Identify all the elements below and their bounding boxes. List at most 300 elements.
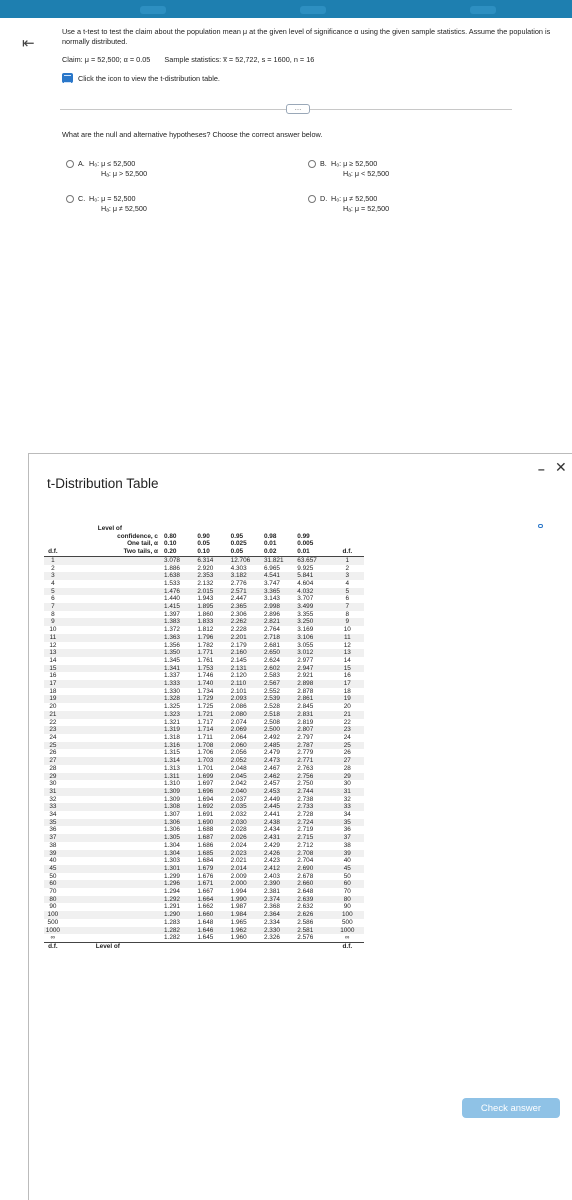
table-link-text[interactable]: Click the icon to view the t-distribution table. bbox=[78, 73, 220, 83]
label-cell bbox=[62, 618, 164, 626]
value-cell: 2.032 bbox=[230, 811, 247, 819]
value-cell: 2.508 bbox=[263, 718, 280, 726]
value-cell: 2.845 bbox=[297, 703, 314, 711]
header-cell: 0.01 bbox=[263, 540, 277, 548]
df-cell-right: 7 bbox=[345, 603, 350, 611]
check-answer-button[interactable]: Check answer bbox=[462, 1098, 560, 1118]
header-row-label: confidence, c bbox=[117, 532, 158, 540]
df-cell-right: 4 bbox=[345, 579, 350, 587]
value-cell: 1.306 bbox=[163, 826, 180, 834]
label-cell bbox=[62, 719, 164, 727]
value-cell: 2.602 bbox=[263, 664, 280, 672]
value-cell: 1.648 bbox=[197, 918, 214, 926]
table-row bbox=[44, 873, 364, 881]
value-cell: 1.676 bbox=[197, 872, 214, 880]
value-cell: 2.024 bbox=[230, 841, 247, 849]
value-cell: 2.583 bbox=[263, 672, 280, 680]
value-cell: 1.667 bbox=[197, 888, 214, 896]
value-cell: 1.771 bbox=[197, 649, 214, 657]
table-row bbox=[44, 657, 364, 665]
value-cell: 1.292 bbox=[163, 895, 180, 903]
df-cell: 50 bbox=[49, 872, 57, 880]
label-cell bbox=[62, 788, 164, 796]
table-row bbox=[44, 588, 364, 596]
value-cell: 2.764 bbox=[263, 626, 280, 634]
df-cell: 17 bbox=[49, 680, 57, 688]
df-cell-right: 16 bbox=[343, 672, 351, 680]
value-cell: 2.639 bbox=[297, 895, 314, 903]
header-cell: 0.10 bbox=[197, 548, 230, 556]
df-cell: 24 bbox=[49, 733, 57, 741]
header-cell: 0.005 bbox=[297, 540, 314, 548]
value-cell: 2.423 bbox=[263, 857, 280, 865]
label-cell bbox=[62, 642, 164, 650]
df-cell: 15 bbox=[49, 664, 57, 672]
option-c[interactable] bbox=[66, 194, 147, 214]
df-cell-right: 39 bbox=[343, 849, 351, 857]
df-cell: 34 bbox=[49, 811, 57, 819]
df-cell-right: 28 bbox=[343, 764, 351, 772]
value-cell: 2.093 bbox=[230, 695, 247, 703]
label-cell bbox=[62, 896, 164, 904]
value-cell: 4.032 bbox=[297, 587, 314, 595]
value-cell: 1.895 bbox=[197, 603, 214, 611]
value-cell: 2.947 bbox=[297, 664, 314, 672]
df-cell-right: 90 bbox=[343, 903, 351, 911]
value-cell: 3.106 bbox=[297, 633, 314, 641]
option-b-letter: B. bbox=[320, 159, 327, 168]
value-cell: 1.688 bbox=[197, 826, 214, 834]
df-cell-right: 15 bbox=[343, 664, 351, 672]
label-cell bbox=[62, 703, 164, 711]
label-cell bbox=[62, 626, 164, 634]
df-cell: 23 bbox=[49, 726, 57, 734]
df-cell: 26 bbox=[49, 749, 57, 757]
header-cell: 0.02 bbox=[264, 548, 297, 556]
value-cell: 1.691 bbox=[197, 811, 214, 819]
header-row-label: Two tails, α bbox=[62, 548, 164, 556]
df-cell-right: 70 bbox=[343, 888, 351, 896]
value-cell: 1.671 bbox=[197, 880, 214, 888]
value-cell: 1.303 bbox=[163, 857, 180, 865]
df-cell-right: 33 bbox=[343, 803, 351, 811]
claim-value: μ = 52,500; α = 0.05 bbox=[84, 55, 151, 64]
table-row bbox=[44, 665, 364, 673]
value-cell: 2.201 bbox=[230, 633, 247, 641]
df-cell-right: 20 bbox=[343, 703, 351, 711]
df-cell-right: 12 bbox=[343, 641, 351, 649]
df-cell-right: 50 bbox=[343, 872, 351, 880]
back-arrow-icon[interactable]: ⇤ bbox=[22, 35, 35, 52]
table-row bbox=[44, 595, 364, 603]
value-cell: 3.707 bbox=[297, 595, 314, 603]
df-cell-right: 31 bbox=[343, 787, 351, 795]
df-cell-right: 11 bbox=[343, 633, 351, 641]
df-cell-right: 27 bbox=[343, 757, 351, 765]
value-cell: 1.796 bbox=[197, 633, 214, 641]
value-cell: 6.314 bbox=[197, 556, 214, 564]
df-cell: 45 bbox=[49, 864, 57, 872]
label-cell bbox=[62, 672, 164, 680]
value-cell: 4.303 bbox=[230, 564, 247, 572]
table-row bbox=[44, 865, 364, 873]
value-cell: 1.309 bbox=[163, 787, 180, 795]
value-cell: 2.462 bbox=[263, 772, 280, 780]
value-cell: 1.325 bbox=[163, 703, 180, 711]
df-cell-right: 35 bbox=[343, 818, 351, 826]
label-cell bbox=[62, 572, 164, 580]
table-row bbox=[44, 857, 364, 865]
value-cell: 1.337 bbox=[163, 672, 180, 680]
df-cell: 3 bbox=[51, 572, 55, 580]
df-cell-right: 37 bbox=[343, 834, 351, 842]
value-cell: 1.476 bbox=[163, 587, 180, 595]
value-cell: 1.415 bbox=[163, 603, 180, 611]
value-cell: 1.306 bbox=[163, 818, 180, 826]
value-cell: 2.438 bbox=[263, 818, 280, 826]
value-cell: 3.169 bbox=[297, 626, 314, 634]
value-cell: 2.042 bbox=[230, 780, 247, 788]
value-cell: 2.756 bbox=[297, 772, 314, 780]
df-cell: 31 bbox=[49, 787, 57, 795]
label-cell bbox=[62, 834, 164, 842]
value-cell: 2.457 bbox=[263, 780, 280, 788]
label-cell bbox=[62, 888, 164, 896]
label-cell bbox=[62, 734, 164, 742]
table-row bbox=[44, 896, 364, 904]
value-cell: 2.390 bbox=[263, 880, 280, 888]
value-cell: 2.023 bbox=[230, 849, 247, 857]
radio-d[interactable] bbox=[308, 195, 316, 203]
label-cell bbox=[62, 711, 164, 719]
label-cell bbox=[62, 850, 164, 858]
label-cell bbox=[62, 911, 164, 919]
df-cell: 16 bbox=[49, 672, 57, 680]
option-a[interactable] bbox=[66, 159, 147, 179]
value-cell: 2.831 bbox=[297, 710, 314, 718]
value-cell: 1.729 bbox=[197, 695, 214, 703]
table-row bbox=[44, 834, 364, 842]
value-cell: 3.250 bbox=[297, 618, 314, 626]
more-button[interactable]: … bbox=[286, 104, 310, 114]
value-cell: 3.055 bbox=[297, 641, 314, 649]
close-icon[interactable]: ✕ bbox=[555, 459, 567, 475]
df-cell: 11 bbox=[49, 633, 57, 641]
value-cell: 1.350 bbox=[163, 649, 180, 657]
value-cell: 1.333 bbox=[163, 680, 180, 688]
table-row bbox=[44, 880, 364, 888]
top-bar-segment bbox=[470, 6, 496, 14]
option-a-alt: Hₐ: μ > 52,500 bbox=[101, 169, 148, 178]
header-cell: 0.20 bbox=[164, 548, 197, 556]
value-cell: 1.662 bbox=[197, 903, 214, 911]
value-cell: 2.009 bbox=[230, 872, 247, 880]
value-cell: 2.074 bbox=[230, 718, 247, 726]
value-cell: 2.429 bbox=[263, 841, 280, 849]
header-cell: 0.90 bbox=[197, 532, 210, 540]
value-cell: 1.685 bbox=[197, 849, 214, 857]
value-cell: 2.797 bbox=[297, 733, 314, 741]
footer-df-left: d.f. bbox=[44, 942, 62, 950]
value-cell: 2.704 bbox=[297, 857, 314, 865]
value-cell: 2.690 bbox=[297, 864, 314, 872]
df-cell: 80 bbox=[49, 895, 57, 903]
value-cell: 2.306 bbox=[230, 610, 247, 618]
df-cell-right: 34 bbox=[343, 811, 351, 819]
value-cell: 1.383 bbox=[163, 618, 180, 626]
value-cell: 2.861 bbox=[297, 695, 314, 703]
minimize-icon[interactable]: – bbox=[538, 462, 545, 476]
value-cell: 1.660 bbox=[197, 911, 214, 919]
table-row bbox=[44, 680, 364, 688]
df-cell: 20 bbox=[49, 703, 57, 711]
value-cell: 2.037 bbox=[230, 795, 247, 803]
header-cell: 0.95 bbox=[230, 532, 244, 540]
value-cell: 1.440 bbox=[163, 595, 180, 603]
df-cell: 37 bbox=[49, 834, 57, 842]
value-cell: 2.819 bbox=[297, 718, 314, 726]
value-cell: 2.101 bbox=[230, 687, 247, 695]
value-cell: 1.690 bbox=[197, 818, 214, 826]
df-cell-right: 80 bbox=[343, 895, 351, 903]
value-cell: 1.717 bbox=[197, 718, 214, 726]
value-cell: 1.283 bbox=[163, 918, 180, 926]
sample-label: Sample statistics: bbox=[164, 55, 222, 64]
value-cell: 2.485 bbox=[263, 741, 280, 749]
value-cell: 1.679 bbox=[197, 864, 214, 872]
value-cell: 2.626 bbox=[297, 911, 314, 919]
radio-a[interactable] bbox=[66, 160, 74, 168]
label-cell bbox=[62, 742, 164, 750]
top-bar bbox=[0, 0, 572, 18]
value-cell: 2.718 bbox=[263, 633, 280, 641]
value-cell: 2.771 bbox=[297, 757, 314, 765]
value-cell: 2.045 bbox=[230, 772, 247, 780]
radio-b[interactable] bbox=[308, 160, 316, 168]
df-cell: 4 bbox=[51, 579, 55, 587]
value-cell: 2.086 bbox=[230, 703, 247, 711]
table-row bbox=[44, 565, 364, 573]
value-cell: 1.987 bbox=[230, 903, 247, 911]
value-cell: 1.753 bbox=[197, 664, 214, 672]
df-cell: 12 bbox=[49, 641, 57, 649]
value-cell: 1.282 bbox=[163, 926, 180, 934]
value-cell: 2.069 bbox=[230, 726, 247, 734]
df-cell: 21 bbox=[49, 710, 57, 718]
value-cell: 2.920 bbox=[197, 564, 214, 572]
value-cell: 2.056 bbox=[230, 749, 247, 757]
df-cell: 28 bbox=[49, 764, 57, 772]
label-cell bbox=[62, 611, 164, 619]
df-cell: 60 bbox=[49, 880, 57, 888]
value-cell: 2.921 bbox=[297, 672, 314, 680]
value-cell: 1.328 bbox=[163, 695, 180, 703]
value-cell: 2.035 bbox=[230, 803, 247, 811]
df-cell-right: 21 bbox=[343, 710, 351, 718]
df-cell: 7 bbox=[51, 603, 55, 611]
table-row bbox=[44, 719, 364, 727]
t-distribution-table bbox=[44, 525, 364, 951]
df-cell: 25 bbox=[49, 741, 57, 749]
value-cell: 3.499 bbox=[297, 603, 314, 611]
value-cell: 2.426 bbox=[263, 849, 280, 857]
value-cell: 1.316 bbox=[163, 741, 180, 749]
table-row bbox=[44, 734, 364, 742]
value-cell: 1.533 bbox=[163, 579, 180, 587]
value-cell: 1.318 bbox=[163, 733, 180, 741]
value-cell: 1.686 bbox=[197, 841, 214, 849]
option-d-letter: D. bbox=[320, 194, 328, 203]
value-cell: 1.761 bbox=[197, 656, 214, 664]
value-cell: 1.310 bbox=[163, 780, 180, 788]
claim-line bbox=[62, 55, 314, 64]
value-cell: 1.697 bbox=[197, 780, 214, 788]
option-c-letter: C. bbox=[78, 194, 86, 203]
df-cell: 1000 bbox=[45, 926, 60, 934]
df-cell: 32 bbox=[49, 795, 57, 803]
df-cell: 70 bbox=[49, 888, 57, 896]
table-row bbox=[44, 556, 364, 564]
value-cell: 2.110 bbox=[230, 680, 247, 688]
value-cell: 1.696 bbox=[197, 787, 214, 795]
df-cell: 29 bbox=[49, 772, 57, 780]
value-cell: 1.645 bbox=[197, 934, 214, 942]
option-c-alt: Hₐ: μ ≠ 52,500 bbox=[101, 204, 147, 213]
question-prompt: What are the null and alternative hypotheses? Choose the correct answer below. bbox=[62, 130, 323, 139]
df-cell-right: 6 bbox=[345, 595, 350, 603]
df-cell: 38 bbox=[49, 841, 57, 849]
footer-label: Level of bbox=[62, 942, 164, 950]
value-cell: 3.355 bbox=[297, 610, 314, 618]
option-a-null: H₀: μ ≤ 52,500 bbox=[89, 159, 136, 168]
df-cell-right: 25 bbox=[343, 741, 351, 749]
table-link[interactable] bbox=[62, 73, 220, 83]
df-cell-right: 14 bbox=[343, 656, 351, 664]
table-row bbox=[44, 742, 364, 750]
value-cell: 2.145 bbox=[230, 656, 247, 664]
label-cell bbox=[62, 803, 164, 811]
value-cell: 2.998 bbox=[263, 603, 280, 611]
value-cell: 5.841 bbox=[297, 572, 314, 580]
header-row-label: One tail, α bbox=[127, 540, 158, 548]
value-cell: 2.368 bbox=[263, 903, 280, 911]
label-cell bbox=[62, 749, 164, 757]
value-cell: 1.711 bbox=[197, 733, 213, 741]
value-cell: 2.821 bbox=[263, 618, 280, 626]
df-cell: 39 bbox=[49, 849, 57, 857]
value-cell: 1.291 bbox=[163, 903, 180, 911]
value-cell: 1.290 bbox=[163, 911, 180, 919]
table-row bbox=[44, 688, 364, 696]
value-cell: 1.313 bbox=[163, 764, 180, 772]
value-cell: 2.228 bbox=[230, 626, 247, 634]
table-row bbox=[44, 634, 364, 642]
value-cell: 3.182 bbox=[230, 572, 247, 580]
value-cell: 2.632 bbox=[297, 903, 314, 911]
value-cell: 1.307 bbox=[163, 811, 180, 819]
value-cell: 1.694 bbox=[197, 795, 214, 803]
value-cell: 1.356 bbox=[163, 641, 180, 649]
value-cell: 3.365 bbox=[263, 587, 280, 595]
table-row bbox=[44, 850, 364, 858]
value-cell: 1.311 bbox=[163, 772, 180, 780]
label-cell bbox=[62, 873, 164, 881]
value-cell: 1.812 bbox=[197, 626, 214, 634]
value-cell: 2.467 bbox=[263, 764, 280, 772]
table-icon[interactable] bbox=[62, 73, 73, 83]
df-cell: 5 bbox=[51, 587, 55, 595]
value-cell: 2.896 bbox=[263, 610, 280, 618]
value-cell: 2.650 bbox=[263, 649, 280, 657]
value-cell: 2.021 bbox=[230, 857, 247, 865]
value-cell: 2.064 bbox=[230, 733, 247, 741]
value-cell: 1.699 bbox=[197, 772, 214, 780]
label-cell bbox=[62, 726, 164, 734]
value-cell: 2.330 bbox=[263, 926, 280, 934]
value-cell: 1.372 bbox=[163, 626, 180, 634]
table-row bbox=[44, 842, 364, 850]
value-cell: 2.518 bbox=[263, 710, 280, 718]
value-cell: 2.977 bbox=[297, 656, 314, 664]
value-cell: 3.078 bbox=[163, 556, 180, 564]
radio-c[interactable] bbox=[66, 195, 74, 203]
value-cell: 2.353 bbox=[197, 572, 214, 580]
label-cell bbox=[62, 665, 164, 673]
value-cell: 2.728 bbox=[297, 811, 314, 819]
df-cell: 1 bbox=[51, 556, 55, 564]
table-row bbox=[44, 757, 364, 765]
value-cell: 1.782 bbox=[197, 641, 214, 649]
value-cell: 2.048 bbox=[230, 764, 247, 772]
option-d-alt: Hₐ: μ = 52,500 bbox=[343, 204, 390, 213]
value-cell: 1.708 bbox=[197, 741, 214, 749]
value-cell: 2.052 bbox=[230, 757, 247, 765]
df-cell: 100 bbox=[47, 911, 59, 919]
value-cell: 1.341 bbox=[163, 664, 180, 672]
header-cell: 0.05 bbox=[231, 548, 264, 556]
value-cell: 1.646 bbox=[197, 926, 214, 934]
table-row bbox=[44, 903, 364, 911]
value-cell: 2.453 bbox=[263, 787, 280, 795]
value-cell: 2.364 bbox=[263, 911, 280, 919]
value-cell: 2.898 bbox=[297, 680, 314, 688]
value-cell: 1.706 bbox=[197, 749, 214, 757]
value-cell: 1.305 bbox=[163, 834, 180, 842]
value-cell: 2.624 bbox=[263, 656, 280, 664]
df-cell-right: 23 bbox=[343, 726, 351, 734]
df-cell-right: 19 bbox=[343, 695, 351, 703]
table-row bbox=[44, 934, 364, 942]
table-row bbox=[44, 580, 364, 588]
label-cell bbox=[62, 634, 164, 642]
table-row bbox=[44, 819, 364, 827]
label-cell bbox=[62, 688, 164, 696]
df-cell: 14 bbox=[49, 656, 57, 664]
df-cell-right: 10 bbox=[343, 626, 351, 634]
value-cell: 2.326 bbox=[263, 934, 280, 942]
value-cell: 2.763 bbox=[297, 764, 314, 772]
option-b[interactable] bbox=[308, 159, 389, 179]
value-cell: 2.708 bbox=[297, 849, 314, 857]
option-d[interactable] bbox=[308, 194, 389, 214]
label-cell bbox=[62, 680, 164, 688]
value-cell: 1.687 bbox=[197, 834, 214, 842]
scrollbar-thumb[interactable] bbox=[538, 524, 543, 528]
label-cell bbox=[62, 657, 164, 665]
value-cell: 1.860 bbox=[197, 610, 214, 618]
value-cell: 2.733 bbox=[297, 803, 314, 811]
value-cell: 2.365 bbox=[230, 603, 247, 611]
